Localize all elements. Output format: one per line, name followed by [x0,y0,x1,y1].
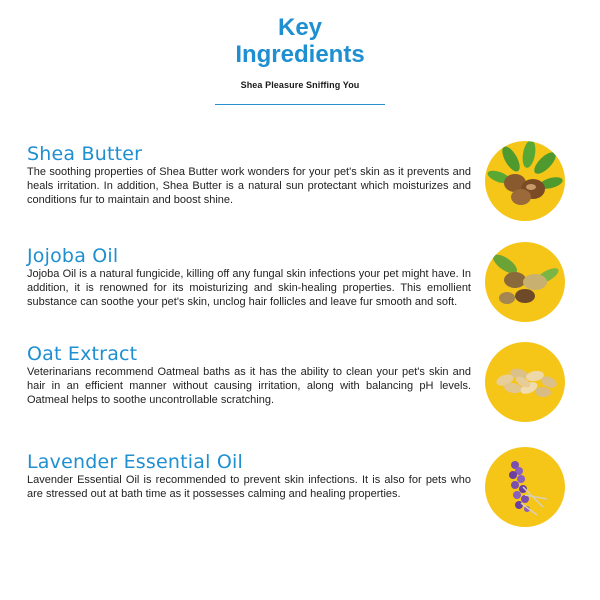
ingredient-jojoba-oil [27,246,471,309]
header-divider [215,104,385,105]
oat-flakes-icon [485,342,565,422]
ingredient-lavender-essential-oil [27,452,471,502]
ingredient-name: Oat Extract [27,343,138,365]
ingredient-name: Jojoba Oil [27,245,119,267]
ingredient-oat-extract [27,344,471,407]
title-line-2: Ingredients [235,41,365,68]
shea-nuts-icon [485,141,565,221]
ingredient-description: Veterinarians recommend Oatmeal baths as it has the ability to clean your pet's skin and hair in an efficient manner without causing irritation, along with balancing pH levels. Oatmeal helps to soothe uncontrollable scratching. [27,366,471,406]
page-header [0,14,600,105]
ingredient-name: Shea Butter [27,143,143,165]
ingredient-description: Jojoba Oil is a natural fungicide, killing off any fungal skin infections your pet might have. In addition, it is renowned for its moisturizing and skin-healing properties. This emollient substance can soothe your pet's skin, unclog hair follicles and leave fur smooth and soft. [27,268,471,308]
ingredient-description: Lavender Essential Oil is recommended to prevent skin infections. It is also for pets who are stressed out at bath time as it possesses calming and healing properties. [27,474,471,500]
ingredient-name: Lavender Essential Oil [27,451,243,473]
page-subtitle: Shea Pleasure Sniffing You [240,80,360,90]
ingredient-description: The soothing properties of Shea Butter work wonders for your pet's skin as it prevents and heals irritation. In addition, Shea Butter is a natural sun protectant which moisturizes and conditions fur to maintain and boost shine. [27,166,471,206]
title-line-1: Key [277,14,323,41]
lavender-flowers-icon [485,447,565,527]
jojoba-seeds-icon [485,242,565,322]
ingredient-shea-butter [27,144,471,207]
page-title [0,14,600,68]
